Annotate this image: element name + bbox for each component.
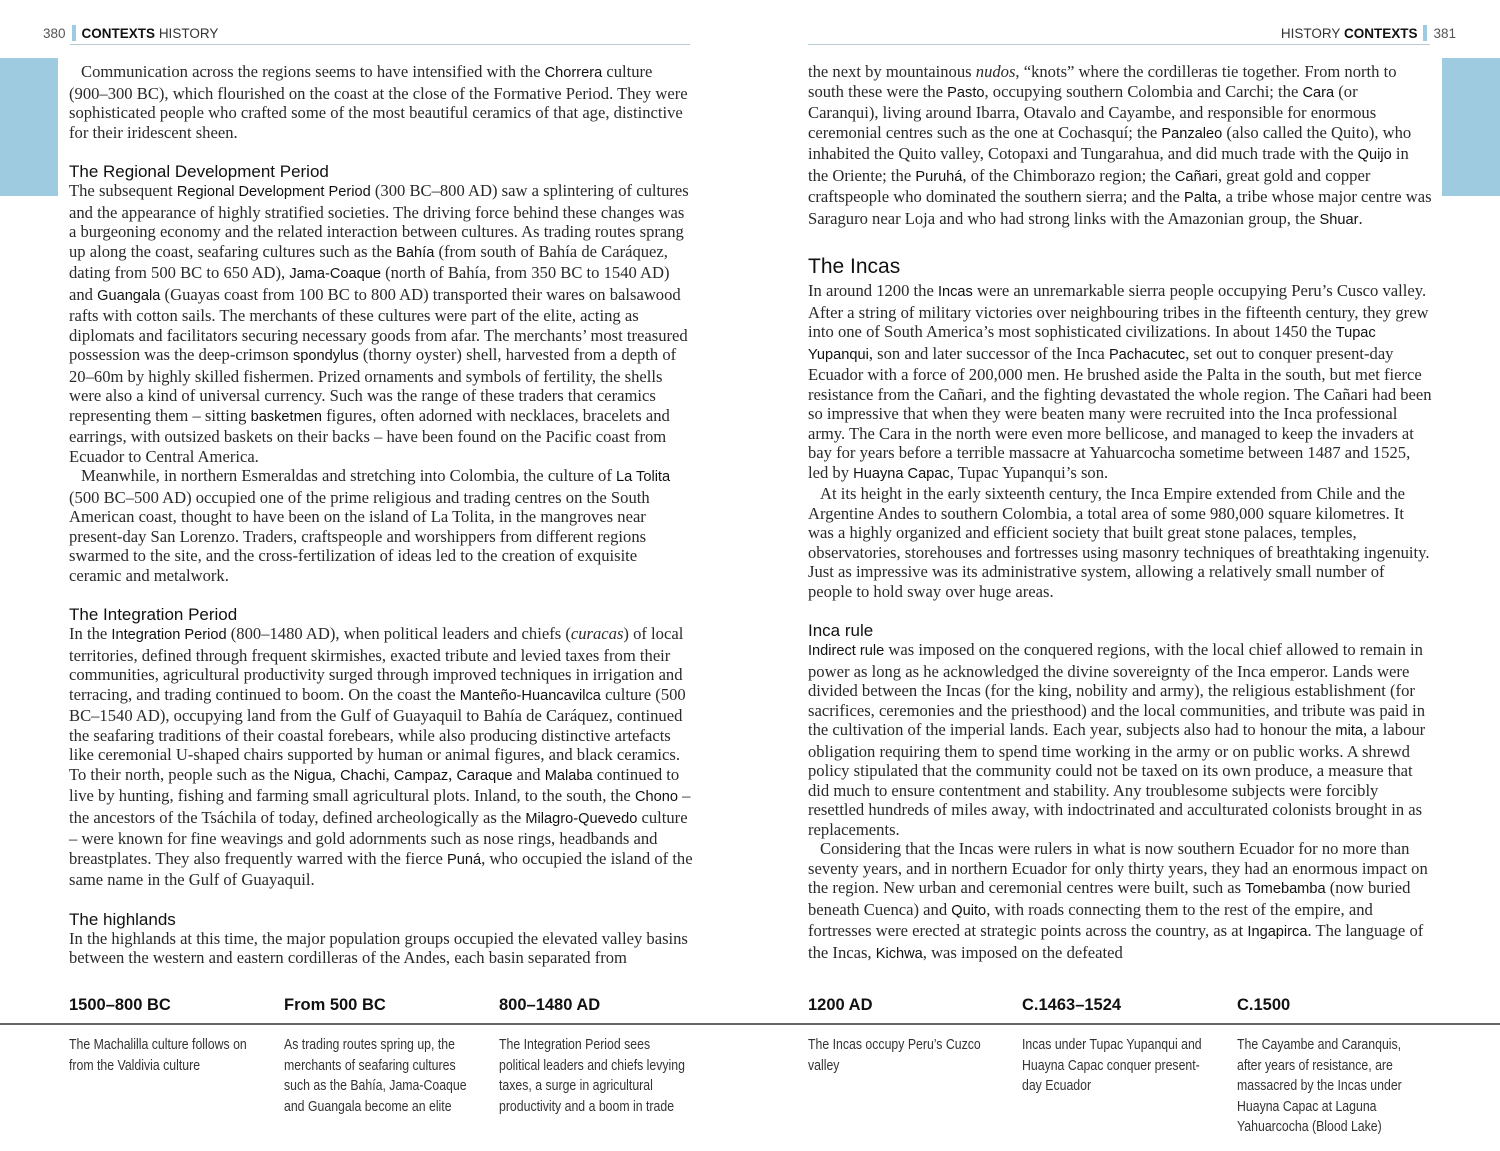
page-number: 381: [1433, 26, 1456, 41]
text-run: ) of local territories, defined through frequent skirmishes, exacted tribute and levied taxes from their communities, agricultural productivity surged through improved techniques in irrigation and terracing, and trading continued to boom. On the coast the: [69, 624, 684, 704]
timeline-text: The Cayambe and Caranquis, after years of resistance, are massacred by the Incas under Huayna Capac at Laguna Yahuarcocha (Blood Lake): [1237, 1036, 1402, 1136]
paragraph: [69, 929, 693, 968]
text-run: was imposed on the conquered regions, with the local chief allowed to remain in power as long as he acknowledged the divine sovereignty of the Inca emperor. Lands were divided between the Incas (for the king, nobility and army), the religious establishment (for sacrifices, ceremonies and the priesthood) and the local communities, and tribute was paid in the cultivation of the imperial lands. Each year, subjects also had to honour the: [808, 640, 1425, 739]
key-term: Manteño-Huancavilca: [459, 687, 601, 704]
left-running-header: [43, 25, 218, 41]
text-run: (also called the Quito), who inhabited the Quito valley, Cotopaxi and Tungarahua, and did much trade with the: [808, 122, 1412, 163]
text-run: (or Caranqui), living around Ibarra, Otavalo and Cayambe, and responsible for enormous ceremonial centres such as the one at Cochasquí; the: [808, 81, 1377, 142]
section-heading: The highlands: [69, 909, 176, 929]
header-section: CONTEXTS: [81, 26, 156, 41]
key-term: Cañari: [1174, 168, 1218, 185]
text-run: In the: [69, 624, 112, 643]
paragraph: [808, 62, 1432, 230]
text-run: The subsequent: [69, 181, 177, 200]
timeline-entry: [499, 996, 727, 1117]
paragraph: [69, 181, 693, 466]
key-term: Jama-Coaque: [289, 266, 381, 282]
key-term: Panzaleo: [1161, 125, 1223, 142]
text-run: Meanwhile, in northern Esmeraldas and stretching into Colombia, the culture of: [81, 466, 617, 485]
header-subsection: HISTORY: [158, 26, 219, 41]
text-run: culture (900–300 BC), which flourished on the coast at the close of the Formative Period. They were sophisticated people who crafted some of the most beautiful ceramics of that age, distinctive for their iridescent sheen.: [69, 62, 688, 142]
section-heading: The Regional Development Period: [69, 162, 329, 181]
key-term: spondylus: [292, 348, 359, 364]
text-run: , great gold and copper craftspeople who dominated the southern sierra; and the: [808, 165, 1371, 206]
text-run: , was imposed on the defeated: [922, 942, 1123, 962]
text-run: .: [1358, 208, 1363, 228]
text-run: In the highlands at this time, the major population groups occupied the elevated valley basins between the western and eastern cordilleras of the Andes, each basin separated from: [69, 928, 688, 967]
key-term: Milagro-Quevedo: [525, 810, 638, 827]
paragraph: [69, 62, 693, 142]
text-run: , “knots” where the cordilleras tie together. From north to south these were the: [808, 62, 1397, 101]
text-run: (300 BC–800 AD) saw a splintering of cultures and the appearance of highly stratified societies. The driving force behind these changes was a burgeoning economy and the related interaction between cultures. As trading routes sprang up along the coast, seafaring cultures such as the: [69, 181, 689, 261]
header-subsection: HISTORY: [1280, 26, 1341, 41]
key-term: mita: [1335, 723, 1363, 739]
text-run: continued to live by hunting, fishing and farming small agricultural plots. Inland, to the south, the: [69, 764, 680, 805]
key-term: Chachi: [340, 767, 386, 784]
timeline-date: 1500–800 BC: [69, 996, 171, 1014]
page-number: 380: [43, 26, 66, 41]
text-run: , son and later successor of the Inca: [868, 343, 1109, 363]
text-run: , set out to conquer present-day Ecuador with a force of 200,000 men. He brushed aside the Palta in the south, but met fierce resistance from the Cañari, and the fighting devastated the whole region. The Cañari had been so impressive that when they were beaten many were recruited into the Inca professional army. The Cara in the north were even more bellicose, and managed to keep the invaders at bay for years before a terrible massacre at Yahuarcocha sometime between 1487 and 1525, led by: [808, 343, 1432, 482]
header-rule: [808, 44, 1430, 45]
section-heading: The Incas: [808, 255, 901, 278]
italic-term: curacas: [570, 624, 624, 643]
text-run: the next by mountainous: [808, 62, 976, 81]
text-run: in the Oriente; the: [808, 144, 1409, 185]
key-term: Kichwa: [875, 945, 923, 962]
paragraph: [808, 839, 1432, 964]
timeline-date: C.1500: [1237, 996, 1291, 1014]
key-term: Puruhá: [915, 168, 963, 185]
text-run: Considering that the Incas were rulers in what is now southern Ecuador for no more than seventy years, and in northern Ecuador for only thirty years, they had an enormous impact on the region. New urban and ceremonial centres were built, such as: [808, 839, 1428, 897]
text-run: and: [512, 764, 545, 784]
paragraph: [808, 484, 1432, 601]
key-term: Palta: [1184, 190, 1218, 206]
text-run: (500 BC–500 AD) occupied one of the prime religious and trading centres on the South American coast, thought to have been on the island of La Tolita, in the mangroves near present-day San Lorenzo. Traders, craftspeople and worshippers from different regions swarmed to the site, and the cross-fertilization of ideas led to the creation of exquisite ceramic and metalwork.: [69, 487, 650, 585]
text-run: ,: [448, 764, 457, 784]
timeline-date: C.1463–1524: [1022, 996, 1122, 1014]
timeline-text: The Integration Period sees political leaders and chiefs levying taxes, a surge in agricultural productivity and a boom in trade: [499, 1036, 685, 1115]
text-run: , who occupied the island of the same name in the Gulf of Guayaquil.: [69, 848, 693, 889]
key-term: Cara: [1302, 84, 1335, 101]
key-term: basketmen: [250, 408, 322, 425]
text-run: Communication across the regions seems to have intensified with the: [81, 62, 545, 81]
key-term: Tupac Yupanqui: [808, 325, 1376, 363]
timeline-entry: [69, 996, 297, 1076]
text-run: , occupying southern Colombia and Carchi; the: [984, 81, 1303, 101]
text-run: – the ancestors of the Tsáchila of today, defined archeologically as the: [69, 786, 691, 827]
italic-term: nudos: [975, 62, 1016, 81]
key-term: Indirect rule: [808, 643, 885, 659]
text-run: , Tupac Yupanqui’s son.: [949, 462, 1109, 482]
left-section-tab: [0, 58, 58, 196]
text-run: ,: [331, 764, 341, 784]
timeline-text: The Machalilla culture follows on from the Valdivia culture: [69, 1036, 247, 1074]
paragraph: [69, 624, 693, 890]
timeline-entry: [1022, 996, 1250, 1097]
header-bar: [1423, 25, 1427, 41]
right-section-tab: [1442, 58, 1500, 196]
text-run: At its height in the early sixteenth century, the Inca Empire extended from Chile and the Argentine Andes to southern Colombia, a total area of some 980,000 square kilometres. It was a highly organized and efficient society that built great stone palaces, temples, observatories, storehouses and fortresses using masonry techniques of breathtaking ingenuity. Just as impressive was its administrative system, allowing a relatively small number of people to hold sway over huge areas.: [808, 484, 1430, 601]
key-term: Malaba: [544, 767, 593, 784]
timeline-text: Incas under Tupac Yupanqui and Huayna Capac conquer present-day Ecuador: [1022, 1036, 1202, 1095]
text-run: , of the Chimborazo region; the: [962, 165, 1175, 185]
key-term: Nigua: [293, 767, 332, 784]
key-term: Regional Development Period: [176, 184, 371, 200]
timeline-entry: [284, 996, 512, 1117]
text-run: (800–1480 AD), when political leaders and chiefs (: [226, 624, 571, 643]
key-term: Guangala: [97, 287, 161, 304]
key-term: Shuar: [1319, 211, 1359, 228]
section-heading: Inca rule: [808, 621, 874, 640]
text-run: culture (500 BC–1540 AD), occupying land from the Gulf of Guayaquil to Bahía de Caráquez, continued the seafaring traditions of their coastal forebears, while also producing distinctive artefacts like ceremonial U-shaped chairs supported by human or animal figures, and black ceramics. To their north, people such as the: [69, 684, 686, 784]
key-term: Huayna Capac: [853, 465, 950, 482]
text-run: , a tribe whose major centre was Saraguro near Loja and who had strong links with the Amazonian group, the: [808, 187, 1432, 228]
text-run: (from south of Bahía de Caráquez, dating from 500 BC to 650 AD),: [69, 241, 668, 282]
key-term: Pachacutec: [1108, 346, 1186, 363]
paragraph: [808, 640, 1432, 839]
key-term: Puná: [446, 851, 482, 868]
key-term: Campaz: [393, 767, 449, 784]
key-term: Ingapirca: [1247, 924, 1308, 940]
timeline-text: As trading routes spring up, the merchants of seafaring cultures such as the Bahía, Jama-Coaque and Guangala become an elite: [284, 1036, 467, 1115]
key-term: La Tolita: [616, 469, 671, 485]
key-term: Incas: [937, 284, 973, 300]
key-term: Quito: [951, 902, 987, 919]
header-section: CONTEXTS: [1343, 26, 1418, 41]
key-term: Tomebamba: [1245, 881, 1326, 897]
text-run: . The language of the Incas,: [808, 921, 1424, 962]
text-run: (Guayas coast from 100 BC to 800 AD) transported their wares on balsawood rafts with cotton sails. The merchants of these cultures were part of the elite, acting as diplomats and facilitators securing necessary goods from afar. The merchants’ most treasured possession was the deep-crimson: [69, 284, 688, 364]
header-rule: [70, 44, 690, 45]
timeline-entry: [1237, 996, 1465, 1138]
right-page-body: [808, 62, 1432, 964]
paragraph: [808, 281, 1432, 484]
key-term: Caraque: [456, 767, 513, 784]
text-run: ,: [385, 764, 394, 784]
key-term: Quijo: [1357, 147, 1392, 163]
timeline-date: 800–1480 AD: [499, 996, 601, 1014]
timeline-date: From 500 BC: [284, 996, 386, 1014]
left-page-body: [69, 62, 693, 968]
text-run: (north of Bahía, from 350 BC to 1540 AD) and: [69, 263, 670, 304]
paragraph: [69, 466, 693, 585]
timeline-text: The Incas occupy Peru’s Cuzco valley: [808, 1036, 981, 1074]
right-running-header: [1281, 25, 1456, 41]
text-run: , a labour obligation requiring them to spend time working in the army or on public works. A shrewd policy stipulated that the community could not be taxed on its own produce, a measure that did much to ensure contentment and stability. Any troublesome subjects were forcibly resettled hundreds of miles away, with indoctrinated and acculturated colonists brought in as replacements.: [808, 720, 1426, 839]
text-run: culture – were known for fine weavings and gold adornments such as nose rings, headbands and breastplates. They also frequently warred with the fierce: [69, 807, 688, 868]
key-term: Pasto: [947, 84, 985, 101]
timeline-entry: [808, 996, 1036, 1076]
key-term: Chono: [634, 789, 678, 805]
text-run: figures, often adorned with necklaces, bracelets and earrings, with outsized baskets on their backs – have been found on the Pacific coast from Ecuador to Central America.: [69, 405, 670, 466]
text-run: In around 1200 the: [808, 281, 938, 300]
key-term: Chorrera: [544, 65, 603, 81]
text-run: , with roads connecting them to the rest of the empire, and fortresses were erected at strategic points across the country, as at: [808, 899, 1373, 940]
key-term: Integration Period: [111, 627, 227, 643]
text-run: (now buried beneath Cuenca) and: [808, 878, 1411, 919]
header-bar: [72, 25, 76, 41]
section-heading: The Integration Period: [69, 605, 238, 624]
timeline-date: 1200 AD: [808, 996, 873, 1014]
key-term: Bahía: [396, 244, 435, 261]
text-run: were an unremarkable sierra people occupying Peru’s Cusco valley. After a string of military victories over neighbouring tribes in the fifteenth century, they grew into one of South America’s most sophisticated civilizations. In about 1450 the: [808, 281, 1429, 341]
text-run: (thorny oyster) shell, harvested from a depth of 20–60m by highly skilled fishermen. Prized ornaments and symbols of fertility, the shells were also a kind of universal currency. Such was the range of these traders that ceramics representing them – sitting: [69, 345, 677, 425]
